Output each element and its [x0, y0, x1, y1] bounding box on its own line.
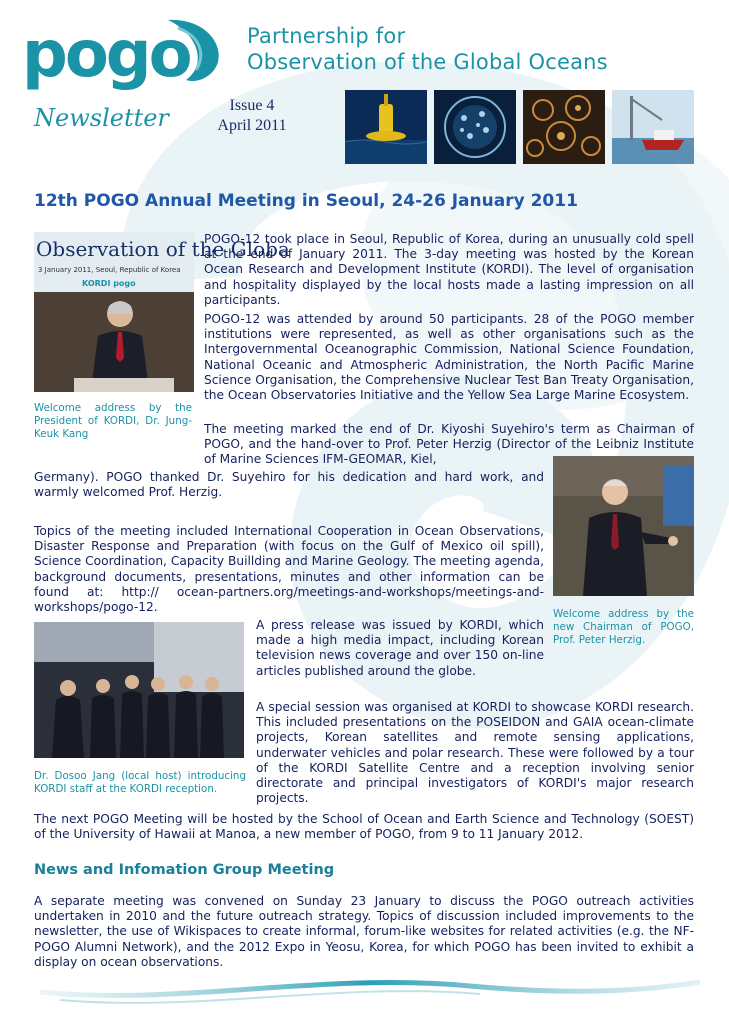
photo-banner-text: Observation of the Globa — [36, 237, 290, 261]
article-title-news-group: News and Infomation Group Meeting — [34, 862, 335, 878]
photo-caption-president: Welcome address by the President of KORDI, Dr. Jung-Keuk Kang — [34, 402, 192, 440]
article1-paragraph-6: A special session was organised at KORDI to showcase KORDI research. This included presentations on the POSEIDON and GAIA ocean-climate projects, Korean satellites and remote sensing applications, underwater vehicles and polar research. These were followed by a tour of the KORDI Satellite Centre and a reception involving senior directorate and principal investigators of KORDI's major research projects. — [256, 700, 694, 806]
article-title-pogo12: 12th POGO Annual Meeting in Seoul, 24-26 January 2011 — [34, 191, 578, 211]
buoy-photo — [345, 90, 427, 164]
article1-paragraph-4: Topics of the meeting included International Cooperation in Ocean Observations, Disaster Response and Preparation (with focus on the Gulf of Mexico oil spill), Science Coordination, Capacity Buillding and Marine Geology. The meeting agenda, background documents, presentations, minutes and other information can be found at: http:// ocean-partners.org/meetings-and-workshops/meetings-and-workshops/pogo-12. — [34, 524, 544, 615]
org-name-line2: Observation of the Global Oceans — [247, 50, 608, 74]
plankton-photo — [434, 90, 516, 164]
research-ship-photo — [612, 90, 694, 164]
article1-paragraph-3b: Germany). POGO thanked Dr. Suyehiro for his dedication and hard work, and warmly welcomed Prof. Herzig. — [34, 470, 544, 500]
photo-caption-herzig: Welcome address by the new Chairman of POGO, Prof. Peter Herzig. — [553, 608, 694, 646]
paragraph-3a-text: The meeting marked the end of Dr. Kiyoshi Suyehiro's term as Chairman of POGO, and the hand-over to Prof. Peter Herzig (Director of the Leibniz Institute of Marine Sciences IFM-GEOMAR, Kiel, — [204, 422, 694, 467]
photo-banner-logos: KORDI pogo — [82, 279, 136, 288]
article1-paragraph-5: A press release was issued by KORDI, which made a high media impact, including Korean television news coverage and over 150 on-line articles published around the globe. — [256, 618, 544, 678]
photo-banner-subtext: 3 January 2011, Seoul, Republic of Korea — [38, 266, 181, 274]
logo-text: pogo — [22, 18, 190, 92]
herzig-photo — [553, 456, 694, 596]
article2-paragraph-1: A separate meeting was convened on Sunday 23 January to discuss the POGO outreach activities undertaken in 2010 and the future outreach strategy. Topics of discussion included improvements to the newsletter, the use of Wikispaces to create informal, forum-like websites for related activities (e.g. the NF-POGO Alumni Network), and the 2012 Expo in Yeosu, Korea, for which POGO has been invited to exhibit a display on ocean observations. — [34, 894, 694, 969]
article1-paragraph-2: POGO-12 was attended by around 50 participants. 28 of the POGO member institutions were represented, as well as other organisations such as the Intergovernmental Oceanographic Commission, National Science Foundation, National Oceanic and Atmospheric Administration, the North Pacific Marine Science Organisation, the Comprehensive Nuclear Test Ban Treaty Organisation, the Ocean Observatories Initiative and the Yellow Sea Large Marine Ecosystem. — [204, 312, 694, 403]
org-name-line1: Partnership for — [247, 24, 406, 48]
pogo-logo — [18, 14, 228, 94]
article1-paragraph-1: POGO-12 took place in Seoul, Republic of Korea, during an unusually cold spell at the end of January 2011. The 3-day meeting was hosted by the Korean Ocean Research and Development Institute (KORDI). The level of organisation and hospitality displayed by the local hosts made a lasting impression on all participants. — [204, 232, 694, 307]
kordi-reception-photo — [34, 622, 244, 758]
article1-paragraph-7: The next POGO Meeting will be hosted by the School of Ocean and Earth Science and Technology (SOEST) of the University of Hawaii at Manoa, a new member of POGO, from 9 to 11 January 2012. — [34, 812, 694, 842]
diatom-photo — [523, 90, 605, 164]
kordi-president-photo — [34, 232, 290, 392]
newsletter-label: Newsletter — [34, 104, 169, 132]
photo-caption-reception: Dr. Dosoo Jang (local host) introducing KORDI staff at the KORDI reception. — [34, 770, 246, 795]
issue-info — [212, 96, 292, 136]
issue-date: April 2011 — [217, 117, 287, 134]
issue-number: Issue 4 — [229, 97, 275, 114]
